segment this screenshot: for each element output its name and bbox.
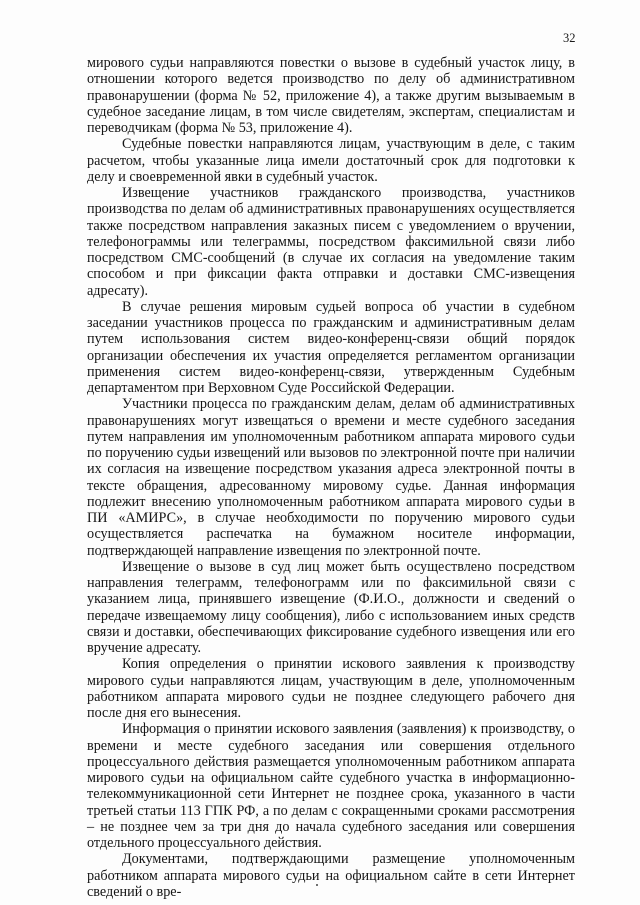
paragraph-3: Извещение участников гражданского производства, участников производства по делам об административных правонарушениях осуществляется также посредством направления заказных писем с уведомлением о вручении, телефонограммы или телеграммы, посредством факсимильной связи либо посредством СМС-сообщений (в случае их согласия на уведомление таким способом и при фиксации факта отправки и доставки СМС-извещения адресату). xyxy=(87,185,575,299)
page-number: 32 xyxy=(563,31,576,45)
page-body xyxy=(87,55,575,900)
paragraph-2: Судебные повестки направляются лицам, участвующим в деле, с таким расчетом, чтобы указанные лица имели достаточный срок для подготовки к делу и своевременной явки в судебный участок. xyxy=(87,136,575,185)
paragraph-4: В случае решения мировым судьей вопроса об участии в судебном заседании участников процесса по гражданским и административным делам путем использования систем видео-конференц-связи общий порядок организации обеспечения их участия определяется регламентом организации применения систем видео-конференц-связи, утвержденным Судебным департаментом при Верховном Суде Российской Федерации. xyxy=(87,298,575,396)
paragraph-9: Документами, подтверждающими размещение уполномоченным работником аппарата мирового судьи на официальном сайте в сети Интернет сведений о вре- xyxy=(87,851,575,900)
paragraph-5: Участники процесса по гражданским делам, делам об административных правонарушениях могут извещаться о времени и месте судебного заседания путем направления им уполномоченным работником аппарата мирового судьи по поручению судьи извещений или вызовов по электронной почте при наличии их согласия на извещение посредством указания адреса электронной почты в тексте обращения, адресованному мировому судье. Данная информация подлежит внесению уполномоченным работником аппарата мирового судьи в ПИ «АМИРС», в случае необходимости по поручению мирового судьи осуществляется распечатка на бумажном носителе информации, подтверждающей направление извещения по электронной почте. xyxy=(87,396,575,559)
paragraph-8: Информация о принятии искового заявления (заявления) к производству, о времени и месте судебного заседания или совершения отдельного процессуального действия размещается уполномоченным работником аппарата мирового судьи на официальном сайте судебного участка в информационно-телекоммуникационной сети Интернет не позднее срока, указанного в части третьей статьи 113 ГПК РФ, а по делам с сокращенными сроками рассмотрения – не позднее чем за три дня до начала судебного заседания или совершения отдельного процессуального действия. xyxy=(87,721,575,851)
scan-speck xyxy=(316,884,318,886)
paragraph-6: Извещение о вызове в суд лиц может быть осуществлено посредством направления телеграмм, телефонограмм или по факсимильной связи с указанием лица, принявшего извещение (Ф.И.О., должности и сведений о передаче извещаемому лицу сообщения), либо с использованием иных средств связи и доставки, обеспечивающих фиксирование судебного извещения или его вручение адресату. xyxy=(87,558,575,656)
paragraph-7: Копия определения о принятии искового заявления к производству мирового судьи направляются лицам, участвующим в деле, уполномоченным работником аппарата мирового судьи не позднее следующего рабочего дня после дня его вынесения. xyxy=(87,656,575,721)
paragraph-1: мирового судьи направляются повестки о вызове в судебный участок лицу, в отношении которого ведется производство по делу об административном правонарушении (форма № 52, приложение 4), а также другим вызываемым в судебное заседание лицам, в том числе свидетелям, экспертам, специалистам и переводчикам (форма № 53, приложение 4). xyxy=(87,55,575,136)
